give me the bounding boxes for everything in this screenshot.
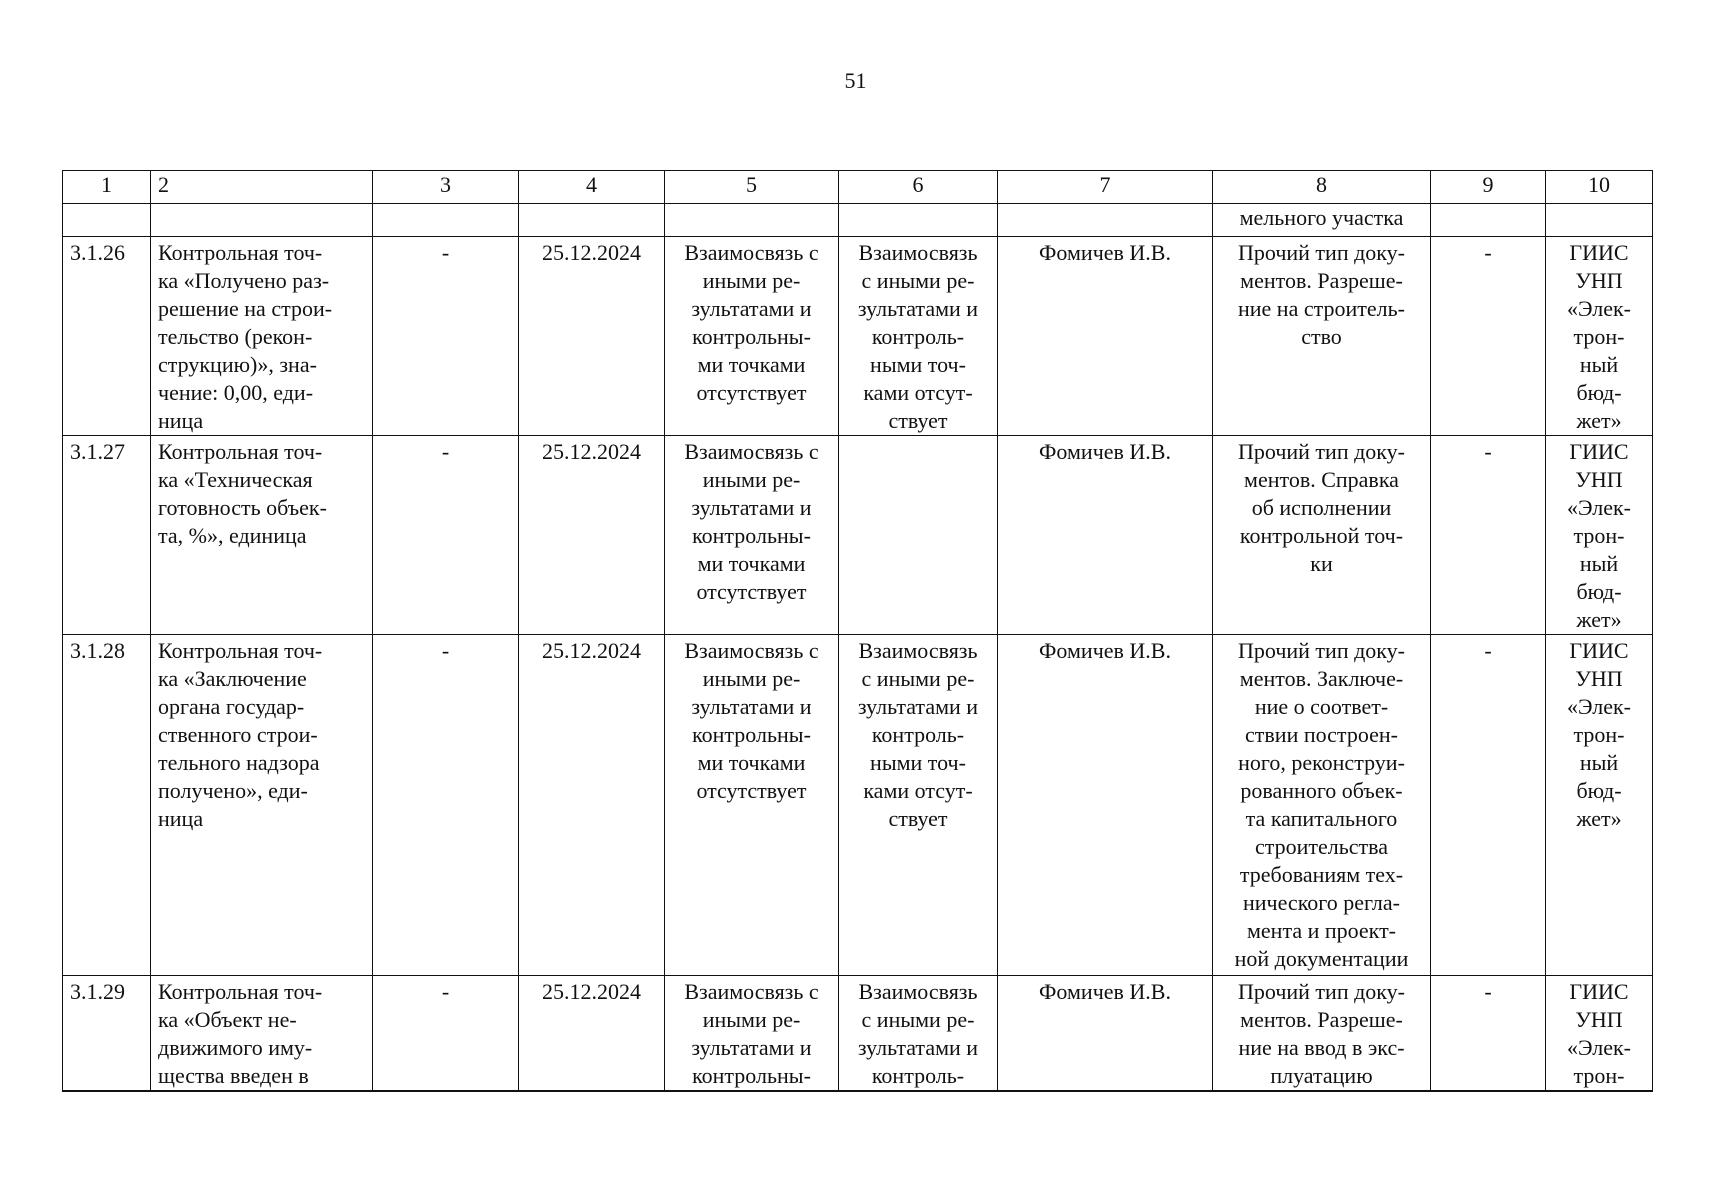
column-3-value: - xyxy=(373,976,519,1092)
responsible-person: Фомичев И.В. xyxy=(998,976,1213,1092)
cell-line: движимого иму- xyxy=(158,1035,313,1060)
cell-line: ка «Техническая xyxy=(158,467,313,492)
linked-results xyxy=(665,237,839,436)
cell-line: строительства xyxy=(1254,834,1389,859)
cell-line: органа государ- xyxy=(158,694,305,719)
table-row xyxy=(63,976,1653,1092)
cell-line: иными ре- xyxy=(702,1007,801,1032)
cell-line: с иными ре- xyxy=(861,666,975,691)
linked-control-points xyxy=(839,237,998,436)
cell-line: струкцию)», зна- xyxy=(158,352,317,377)
deadline-date: 25.12.2024 xyxy=(519,237,665,436)
data-rows xyxy=(63,237,1653,1092)
cell-line: отсутствует xyxy=(696,380,807,405)
item-number: 3.1.29 xyxy=(63,976,151,1092)
linked-results xyxy=(665,436,839,635)
cell-line: трон- xyxy=(1573,324,1625,349)
cell-line: Взаимосвязь xyxy=(858,240,978,265)
cell-line: иными ре- xyxy=(702,666,801,691)
cell-line: контроль- xyxy=(871,1063,965,1088)
item-number: 3.1.27 xyxy=(63,436,151,635)
cell-line: зультатами и xyxy=(857,1035,979,1060)
cell-line: контрольны- xyxy=(692,722,811,747)
cell-line: щества введен в xyxy=(158,1063,309,1088)
cell-line: ками отсут- xyxy=(863,380,973,405)
table-cell xyxy=(998,204,1213,237)
document-type xyxy=(1213,237,1431,436)
column-3-value: - xyxy=(373,635,519,976)
cell-line: зультатами и xyxy=(857,296,979,321)
cell-line: иными ре- xyxy=(702,467,801,492)
cell-line: ствует xyxy=(888,806,948,831)
cell-line: ный xyxy=(1579,352,1619,377)
cell-line: жет» xyxy=(1576,806,1622,831)
continuation-row xyxy=(63,204,1653,237)
cell-line: ГИИС xyxy=(1569,979,1629,1004)
column-9-value: - xyxy=(1431,976,1546,1092)
table-cell xyxy=(839,204,998,237)
table-cell xyxy=(151,204,373,237)
cell-line: жет» xyxy=(1576,607,1622,632)
cell-line: зультатами и xyxy=(691,495,812,520)
cell-line: ный xyxy=(1579,551,1619,576)
cell-line: УНП xyxy=(1575,666,1623,691)
cell-line: тельство (рекон- xyxy=(158,324,313,349)
cell-line: трон- xyxy=(1573,1063,1625,1088)
column-9-value: - xyxy=(1431,436,1546,635)
column-header: 7 xyxy=(998,171,1213,204)
cell-line: ствии построен- xyxy=(1245,722,1398,747)
column-header: 4 xyxy=(519,171,665,204)
cell-line: УНП xyxy=(1575,467,1623,492)
cell-line: требованиям тех- xyxy=(1239,862,1404,887)
document-type xyxy=(1213,635,1431,976)
table-row xyxy=(63,237,1653,436)
cell-line: ми точками xyxy=(697,750,806,775)
cell-line: с иными ре- xyxy=(861,268,975,293)
column-3-value: - xyxy=(373,436,519,635)
column-header: 1 xyxy=(63,171,151,204)
cell-line: ние о соответ- xyxy=(1254,694,1389,719)
cell-line: нического регла- xyxy=(1243,890,1400,915)
cell-line: ками отсут- xyxy=(863,778,973,803)
control-point-description xyxy=(151,976,373,1092)
document-type xyxy=(1213,976,1431,1092)
cell-line: ки xyxy=(1310,551,1333,576)
cell-line: ствует xyxy=(888,408,948,433)
cell-line: ми точками xyxy=(697,352,806,377)
cell-line: ница xyxy=(158,806,204,831)
column-header: 5 xyxy=(665,171,839,204)
table-cell xyxy=(373,204,519,237)
table-cell xyxy=(665,204,839,237)
cell-line: отсутствует xyxy=(696,579,807,604)
cell-line: ГИИС xyxy=(1569,638,1629,663)
cell-line: ными точ- xyxy=(870,750,966,775)
cell-line: Контрольная точ- xyxy=(158,979,323,1004)
cell-line: Прочий тип доку- xyxy=(1238,979,1405,1004)
cell-line: рованного объек- xyxy=(1240,778,1403,803)
cell-line: ние на ввод в экс- xyxy=(1238,1035,1405,1060)
cell-line: ментов. Разреше- xyxy=(1240,268,1403,293)
deadline-date: 25.12.2024 xyxy=(519,436,665,635)
cell-line: ство xyxy=(1301,324,1342,349)
cell-line: контрольной точ- xyxy=(1239,523,1404,548)
cell-line: Взаимосвязь с xyxy=(684,240,819,265)
cell-line: ми точками xyxy=(697,551,806,576)
cell-line: с иными ре- xyxy=(861,1007,975,1032)
column-header: 2 xyxy=(151,171,373,204)
cell-line: Взаимосвязь с xyxy=(684,979,819,1004)
information-system xyxy=(1546,976,1653,1092)
cell-line: Прочий тип доку- xyxy=(1238,439,1405,464)
table-cell xyxy=(519,204,665,237)
cell-line: Прочий тип доку- xyxy=(1238,638,1405,663)
cell-line: бюд- xyxy=(1576,380,1622,405)
information-system xyxy=(1546,237,1653,436)
cell-line: ментов. Разреше- xyxy=(1240,1007,1403,1032)
linked-control-points xyxy=(839,635,998,976)
cell-line: трон- xyxy=(1573,722,1625,747)
cell-line: зультатами и xyxy=(691,1035,812,1060)
cell-line: тельного надзора xyxy=(158,750,320,775)
deadline-date: 25.12.2024 xyxy=(519,635,665,976)
control-point-description xyxy=(151,237,373,436)
cell-line: бюд- xyxy=(1576,778,1622,803)
cell-line: ственного строи- xyxy=(158,722,318,747)
table-cell: мельного участка xyxy=(1213,204,1431,237)
cell-line: Контрольная точ- xyxy=(158,240,323,265)
column-header: 3 xyxy=(373,171,519,204)
column-header: 10 xyxy=(1546,171,1653,204)
column-number-row xyxy=(63,171,1653,204)
cell-line: ментов. Справка xyxy=(1244,467,1399,492)
table-cell xyxy=(63,204,151,237)
cell-line: об исполнении xyxy=(1251,495,1392,520)
cell-line: Контрольная точ- xyxy=(158,638,323,663)
cell-line: контроль- xyxy=(871,722,965,747)
control-point-description xyxy=(151,635,373,976)
cell-line: получено», еди- xyxy=(158,778,308,803)
cell-line: ка «Заключение xyxy=(158,666,307,691)
cell-line: Взаимосвязь с xyxy=(684,638,819,663)
column-header: 8 xyxy=(1213,171,1431,204)
cell-line: трон- xyxy=(1573,523,1625,548)
cell-line: ными точ- xyxy=(870,352,966,377)
information-system xyxy=(1546,436,1653,635)
cell-line: «Элек- xyxy=(1567,694,1631,719)
cell-line: контрольны- xyxy=(692,523,811,548)
cell-line: УНП xyxy=(1575,268,1623,293)
item-number: 3.1.28 xyxy=(63,635,151,976)
cell-line: решение на строи- xyxy=(158,296,333,321)
item-number: 3.1.26 xyxy=(63,237,151,436)
cell-line: Контрольная точ- xyxy=(158,439,323,464)
cell-line: чение: 0,00, еди- xyxy=(158,380,314,405)
cell-line: Взаимосвязь xyxy=(858,979,978,1004)
cell-line: ние на строитель- xyxy=(1238,296,1405,321)
cell-line: плуатацию xyxy=(1270,1063,1373,1088)
cell-line: ный xyxy=(1579,750,1619,775)
cell-line: отсутствует xyxy=(696,778,807,803)
cell-line: контрольны- xyxy=(692,1063,811,1088)
cell-line: «Элек- xyxy=(1567,296,1631,321)
cell-line: ГИИС xyxy=(1569,439,1629,464)
control-points-table xyxy=(62,170,1653,1092)
cell-line: контрольны- xyxy=(692,324,811,349)
table-cell xyxy=(1546,204,1653,237)
cell-line: ница xyxy=(158,408,204,433)
cell-line: ной документации xyxy=(1234,946,1409,971)
cell-line: «Элек- xyxy=(1567,1035,1631,1060)
cell-line: Взаимосвязь с xyxy=(684,439,819,464)
column-header: 6 xyxy=(839,171,998,204)
cell-line: «Элек- xyxy=(1567,495,1631,520)
cell-line: жет» xyxy=(1576,408,1622,433)
linked-results xyxy=(665,635,839,976)
cell-line: Прочий тип доку- xyxy=(1238,240,1405,265)
cell-line: УНП xyxy=(1575,1007,1623,1032)
responsible-person: Фомичев И.В. xyxy=(998,237,1213,436)
linked-control-points xyxy=(839,976,998,1092)
deadline-date: 25.12.2024 xyxy=(519,976,665,1092)
cell-line: та капитального xyxy=(1245,806,1398,831)
cell-line: Взаимосвязь xyxy=(858,638,978,663)
cell-line: зультатами и xyxy=(691,296,812,321)
document-type xyxy=(1213,436,1431,635)
cell-line: мента и проект- xyxy=(1246,918,1397,943)
table-row xyxy=(63,635,1653,976)
responsible-person: Фомичев И.В. xyxy=(998,436,1213,635)
cell-line: та, %», единица xyxy=(158,523,307,548)
cell-line: зультатами и xyxy=(857,694,979,719)
cell-line: ка «Объект не- xyxy=(158,1007,297,1032)
linked-control-points xyxy=(839,436,998,635)
control-point-description xyxy=(151,436,373,635)
cell-line: бюд- xyxy=(1576,579,1622,604)
table-row xyxy=(63,436,1653,635)
cell-line: ментов. Заключе- xyxy=(1239,666,1404,691)
cell-line: зультатами и xyxy=(691,694,812,719)
cell-line: ка «Получено раз- xyxy=(158,268,330,293)
responsible-person: Фомичев И.В. xyxy=(998,635,1213,976)
cell-line: контроль- xyxy=(871,324,965,349)
cell-line: ного, реконструи- xyxy=(1238,750,1405,775)
table-cell xyxy=(1431,204,1546,237)
column-header: 9 xyxy=(1431,171,1546,204)
column-9-value: - xyxy=(1431,635,1546,976)
cell-line: ГИИС xyxy=(1569,240,1629,265)
information-system xyxy=(1546,635,1653,976)
column-9-value: - xyxy=(1431,237,1546,436)
page-number: 51 xyxy=(844,68,867,93)
cell-line: иными ре- xyxy=(702,268,801,293)
column-3-value: - xyxy=(373,237,519,436)
cell-line: готовность объек- xyxy=(158,495,327,520)
linked-results xyxy=(665,976,839,1092)
